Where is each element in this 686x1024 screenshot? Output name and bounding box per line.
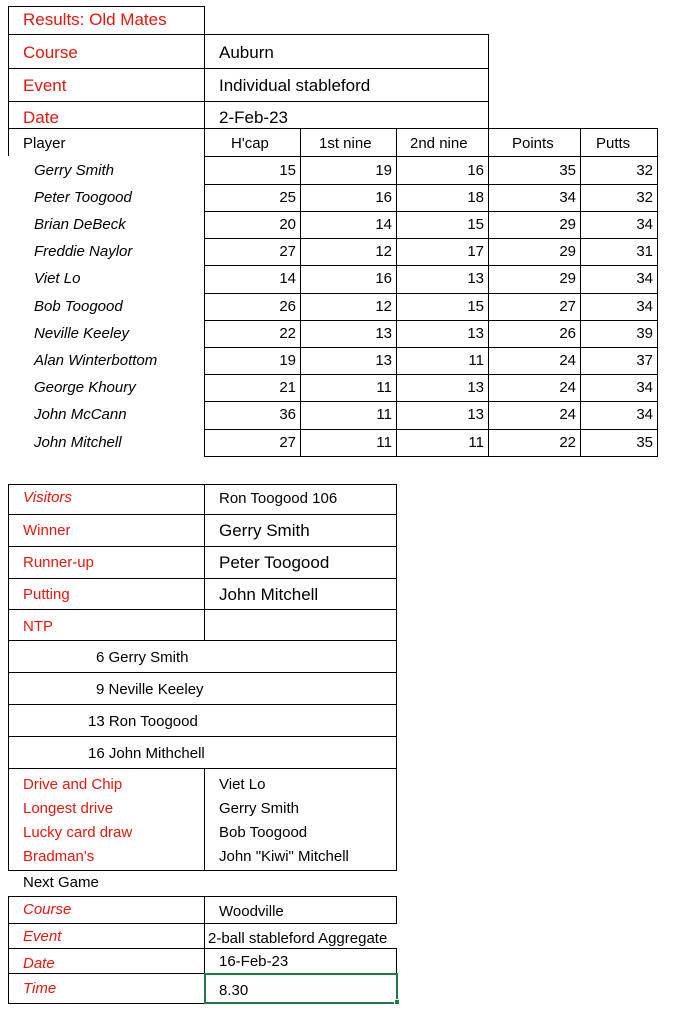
putts-cell: 34 — [636, 270, 653, 287]
hcap-cell: 21 — [279, 379, 296, 396]
player-name-cell: Neville Keeley — [34, 325, 130, 342]
longest-drive-value: Gerry Smith — [219, 800, 300, 817]
course-value: Auburn — [219, 43, 274, 62]
hcap-cell: 20 — [279, 216, 296, 233]
hcap-cell: 19 — [279, 352, 296, 369]
hcap-cell: 15 — [279, 162, 296, 179]
next-event-value: 2-ball stableford Aggregate — [208, 930, 388, 947]
points-cell: 27 — [559, 298, 576, 315]
first-nine-cell: 11 — [376, 406, 392, 423]
putts-cell: 32 — [636, 189, 653, 206]
next-date-label: Date — [23, 955, 55, 972]
putts-cell: 39 — [636, 325, 653, 342]
second-nine-cell: 13 — [467, 270, 484, 287]
date-label: Date — [23, 108, 59, 127]
selected-time-cell[interactable] — [204, 973, 398, 1004]
visitors-label: Visitors — [23, 489, 72, 506]
header-putts: Putts — [596, 135, 631, 152]
first-nine-cell: 13 — [375, 325, 392, 342]
first-nine-cell: 14 — [375, 216, 392, 233]
visitors-value: Ron Toogood 106 — [219, 490, 338, 507]
ntp-label: NTP — [23, 618, 53, 635]
second-nine-cell: 16 — [467, 162, 484, 179]
event-value: Individual stableford — [219, 76, 371, 95]
second-nine-cell: 11 — [468, 352, 484, 369]
putts-cell: 34 — [636, 298, 653, 315]
lucky-value: Bob Toogood — [219, 824, 308, 841]
first-nine-cell: 16 — [375, 189, 392, 206]
hcap-cell: 14 — [279, 270, 296, 287]
fill-handle[interactable] — [394, 999, 400, 1005]
hcap-cell: 25 — [279, 189, 296, 206]
date-value: 2-Feb-23 — [219, 108, 288, 127]
player-name-cell: Brian DeBeck — [34, 216, 126, 233]
next-game-heading: Next Game — [23, 874, 99, 891]
first-nine-cell: 12 — [375, 298, 392, 315]
ntp-item: 13 Ron Toogood — [88, 713, 198, 730]
next-time-value: 8.30 — [219, 982, 249, 999]
course-label: Course — [23, 43, 78, 62]
player-name-cell: Bob Toogood — [34, 298, 123, 315]
next-event-label: Event — [23, 928, 62, 945]
player-name-cell: George Khoury — [34, 379, 136, 396]
putts-cell: 34 — [636, 379, 653, 396]
next-date-value: 16-Feb-23 — [219, 953, 289, 970]
header-hcap: H'cap — [231, 135, 269, 152]
points-cell: 29 — [559, 243, 576, 260]
points-cell: 29 — [559, 216, 576, 233]
header-first-nine: 1st nine — [319, 135, 372, 152]
points-cell: 24 — [559, 406, 576, 423]
second-nine-cell: 13 — [467, 379, 484, 396]
hcap-cell: 36 — [279, 406, 296, 423]
header-points: Points — [512, 135, 554, 152]
player-name-cell: Viet Lo — [34, 270, 81, 287]
runnerup-label: Runner-up — [23, 554, 94, 571]
points-cell: 24 — [559, 379, 576, 396]
ntp-item: 16 John Mithchell — [88, 745, 205, 762]
first-nine-cell: 12 — [375, 243, 392, 260]
points-cell: 24 — [559, 352, 576, 369]
hcap-cell: 27 — [279, 434, 296, 451]
player-name-cell: Peter Toogood — [34, 189, 132, 206]
lucky-label: Lucky card draw — [23, 824, 133, 841]
putts-cell: 32 — [636, 162, 653, 179]
first-nine-cell: 16 — [375, 270, 392, 287]
putts-cell: 37 — [636, 352, 653, 369]
drive-chip-label: Drive and Chip — [23, 776, 123, 793]
next-course-label: Course — [23, 901, 72, 918]
points-cell: 29 — [559, 270, 576, 287]
second-nine-cell: 15 — [467, 298, 484, 315]
results-title: Results: Old Mates — [23, 10, 167, 29]
putts-cell: 35 — [636, 434, 653, 451]
winner-label: Winner — [23, 522, 71, 539]
longest-drive-label: Longest drive — [23, 800, 114, 817]
player-name-cell: Gerry Smith — [34, 162, 115, 179]
next-time-label: Time — [23, 980, 57, 997]
player-name-cell: John McCann — [34, 406, 127, 423]
points-cell: 35 — [559, 162, 576, 179]
second-nine-cell: 18 — [467, 189, 484, 206]
second-nine-cell: 13 — [467, 406, 484, 423]
player-name-cell: Freddie Naylor — [34, 243, 133, 260]
hcap-cell: 22 — [279, 325, 296, 342]
drive-chip-value: Viet Lo — [219, 776, 266, 793]
points-cell: 26 — [559, 325, 576, 342]
runnerup-value: Peter Toogood — [219, 553, 330, 572]
ntp-item: 9 Neville Keeley — [96, 681, 204, 698]
winner-value: Gerry Smith — [219, 521, 310, 540]
points-cell: 22 — [559, 434, 576, 451]
header-player: Player — [23, 135, 66, 152]
hcap-cell: 26 — [279, 298, 296, 315]
putting-label: Putting — [23, 586, 70, 603]
second-nine-cell: 13 — [467, 325, 484, 342]
first-nine-cell: 19 — [375, 162, 392, 179]
header-second-nine: 2nd nine — [410, 135, 468, 152]
putts-cell: 34 — [636, 216, 653, 233]
hcap-cell: 27 — [279, 243, 296, 260]
second-nine-cell: 15 — [467, 216, 484, 233]
first-nine-cell: 13 — [375, 352, 392, 369]
player-name-cell: John Mitchell — [34, 434, 122, 451]
second-nine-cell: 17 — [467, 243, 484, 260]
event-label: Event — [23, 76, 67, 95]
bradman-value: John "Kiwi" Mitchell — [219, 848, 349, 865]
putting-value: John Mitchell — [219, 585, 319, 604]
putts-cell: 34 — [636, 406, 653, 423]
next-course-value: Woodville — [219, 903, 284, 920]
first-nine-cell: 11 — [376, 434, 392, 451]
ntp-item: 6 Gerry Smith — [96, 649, 189, 666]
bradman-label: Bradman's — [23, 848, 95, 865]
player-name-cell: Alan Winterbottom — [34, 352, 158, 369]
second-nine-cell: 11 — [468, 434, 484, 451]
putts-cell: 31 — [636, 243, 653, 260]
points-cell: 34 — [559, 189, 576, 206]
first-nine-cell: 11 — [376, 379, 392, 396]
